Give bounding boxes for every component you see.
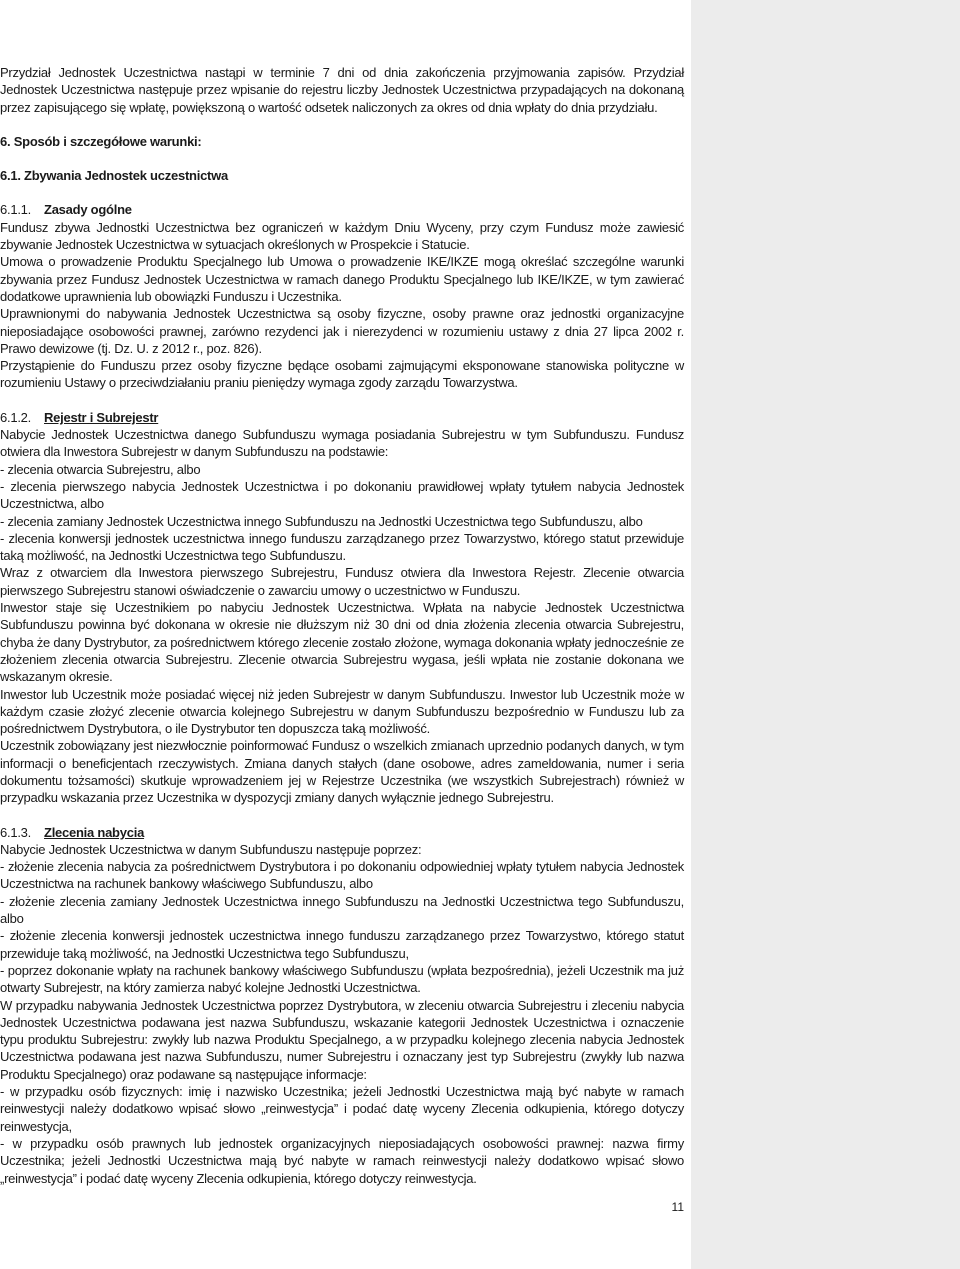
section-number: 6.1.2. [0,409,32,425]
paragraph: W przypadku nabywania Jednostek Uczestnictwa poprzez Dystrybutora, w zleceniu otwarcia Subrejestru i zleceniu nabycia Jednostek Uczestnictwa podawana jest nazwa Subfunduszu, wskazanie kategorii Jednostek Uczestnictwa i oznaczenie typu produktu Subrejestru: zwykły lub nazwa Produktu Specjalnego, a w przypadku kolejnego zlecenia nabycia Jednostek Uczestnictwa podawana jest nazwa Subfunduszu, numer Subrejestru i oznaczany jest typ Subrejestru (zwykły lub nazwa Produktu Specjalnego) oraz podawane są następujące informacje: [0,997,684,1082]
paragraph: Nabycie Jednostek Uczestnictwa w danym Subfunduszu następuje poprzez: [0,841,422,857]
section-6-heading: 6. Sposób i szczegółowe warunki: [0,133,202,149]
comment-margin-panel [691,0,960,1269]
section-6-1-2-heading [0,409,684,426]
section-6-1-3-heading [0,824,684,841]
list-item: - w przypadku osób prawnych lub jednostek organizacyjnych nieposiadających osobowości prawnej: nazwa firmy Uczestnika; jeżeli Jednostki Uczestnictwa mają być nabyte w ramach reinwestycji należy dodatkowo wpisać słowo „reinwestycja” i podać datę wyceny Zlecenia odkupienia, którego dotyczy reinwestycja. [0,1135,684,1186]
list-item: - zlecenia zamiany Jednostek Uczestnictwa innego Subfunduszu na Jednostki Uczestnictwa tego Subfunduszu, albo [0,513,643,529]
section-title: Zasady ogólne [44,202,132,218]
list-item: - złożenie zlecenia konwersji jednostek uczestnictwa innego funduszu zarządzanego przez Towarzystwo, którego statut przewiduje taką możliwość, na Jednostki Uczestnictwa tego Subfunduszu, [0,928,684,961]
section-title: Rejestr i Subrejestr [44,409,159,425]
intro-paragraph: Przydział Jednostek Uczestnictwa nastąpi w terminie 7 dni od dnia zakończenia przyjmowania zapisów. Przydział Jednostek Uczestnictwa następuje przez wpisanie do rejestru liczby Jednostek Uczestnictwa przypadających na dokonaną przez zapisującego się wpłatę, powiększoną o wartość odsetek naliczonych za okres od dnia wpłaty do dnia przydziału. [0,65,684,115]
paragraph: Inwestor lub Uczestnik może posiadać więcej niż jeden Subrejestr w danym Subfunduszu. Inwestor lub Uczestnik może w każdym czasie złożyć zlecenie otwarcia kolejnego Subrejestru w danym Subfunduszu bezpośrednio w Funduszu lub za pośrednictwem Dystrybutora, o ile Dystrybutor ten dopuszcza taką możliwość. [0,686,684,737]
document-body [0,64,684,1187]
paragraph: Umowa o prowadzenie Produktu Specjalnego lub Umowa o prowadzenie IKE/IKZE mogą określać szczególne warunki zbywania przez Fundusz Jednostek Uczestnictwa w ramach danego Produktu Specjalnego lub IKE/IKZE, w tym zawierać dodatkowe uprawnienia lub obowiązki Funduszu i Uczestnika. [0,254,684,304]
list-item: - zlecenia konwersji jednostek uczestnictwa innego funduszu zarządzanego przez Towarzystwo, którego statut przewiduje taką możliwość, na Jednostki Uczestnictwa tego Subfunduszu. [0,530,684,564]
paragraph: Przystąpienie do Funduszu przez osoby fizyczne będące osobami zajmującymi eksponowane stanowiska polityczne w rozumieniu Ustawy o przeciwdziałaniu praniu pieniędzy wymaga zgody zarządu Towarzystwa. [0,358,684,391]
paragraph: Uprawnionymi do nabywania Jednostek Uczestnictwa są osoby fizyczne, osoby prawne oraz jednostki organizacyjne nieposiadające osobowości prawnej, zarówno rezydenci jak i nierezydenci w rozumieniu ustawy z dnia 27 lipca 2002 r. Prawo dewizowe (tj. Dz. U. z 2012 r., poz. 826). [0,306,684,356]
paragraph: Wraz z otwarciem dla Inwestora pierwszego Subrejestru, Fundusz otwiera dla Inwestora Rejestr. Zlecenie otwarcia pierwszego Subrejestru stanowi oświadczenie o zawarciu umowy o uczestnictwo w Funduszu. [0,565,684,598]
list-item: - poprzez dokonanie wpłaty na rachunek bankowy właściwego Subfunduszu (wpłata bezpośrednia), jeżeli Uczestnik ma już otwarty Subrejestr, na który zamierza nabyć kolejne Jednostki Uczestnictwa. [0,962,684,996]
paragraph: Uczestnik zobowiązany jest niezwłocznie poinformować Fundusz o wszelkich zmianach uprzednio podanych danych, w tym informacji o beneficjentach rzeczywistych. Zmiana danych stałych (dane osobowe, adres zameldowania, numer i seria dokumentu tożsamości) skutkuje wprowadzeniem jej w Rejestrze Uczestnika (we wszystkich Subrejestrach) również w przypadku wskazania przez Uczestnika w dyspozycji zmiany danych wyłącznie jednego Subrejestru. [0,738,684,806]
section-number: 6.1.3. [0,824,32,840]
paragraph: Fundusz zbywa Jednostki Uczestnictwa bez ograniczeń w każdym Dniu Wyceny, przy czym Fundusz może zawiesić zbywanie Jednostek Uczestnictwa w sytuacjach określonych w Prospekcie i Statucie. [0,219,684,253]
section-number: 6.1.1. [0,202,32,218]
list-item: - złożenie zlecenia zamiany Jednostek Uczestnictwa innego Subfunduszu na Jednostki Uczestnictwa tego Subfunduszu, albo [0,893,684,927]
list-item: - w przypadku osób fizycznych: imię i nazwisko Uczestnika; jeżeli Jednostki Uczestnictwa mają być nabyte w ramach reinwestycji należy dodatkowo wpisać słowo „reinwestycja” i podać datę wyceny Zlecenia odkupienia, którego dotyczy reinwestycja, [0,1084,684,1134]
page-number: 11 [671,1200,684,1214]
section-title: Zlecenia nabycia [44,824,145,840]
list-item: - złożenie zlecenia nabycia za pośrednictwem Dystrybutora i po dokonaniu odpowiedniej wpłaty tytułem nabycia Jednostek Uczestnictwa na rachunek bankowy właściwego Subfunduszu, albo [0,859,684,892]
list-item: - zlecenia pierwszego nabycia Jednostek Uczestnictwa i po dokonaniu prawidłowej wpłaty tytułem nabycia Jednostek Uczestnictwa, albo [0,478,684,512]
paragraph: Nabycie Jednostek Uczestnictwa danego Subfunduszu wymaga posiadania Subrejestru w tym Subfunduszu. Fundusz otwiera dla Inwestora Subrejestr w danym Subfunduszu na podstawie: [0,427,684,460]
section-6-1-1-heading [0,201,684,218]
paragraph: Inwestor staje się Uczestnikiem po nabyciu Jednostek Uczestnictwa. Wpłata na nabycie Jednostek Uczestnictwa Subfunduszu powinna być dokonana w okresie nie dłuższym niż 30 dni od dnia złożenia zlecenia otwarcia Subrejestru, chyba że dany Dystrybutor, za pośrednictwem którego zlecenie zostało złożone, wymaga dokonania wpłaty jednocześnie ze złożeniem zlecenia otwarcia Subrejestru. Zlecenie otwarcia Subrejestru wygasa, jeśli wpłata nie zostanie dokonana we wskazanym okresie. [0,600,684,685]
list-item: - zlecenia otwarcia Subrejestru, albo [0,461,201,477]
section-6-1-heading: 6.1. Zbywania Jednostek uczestnictwa [0,168,228,184]
